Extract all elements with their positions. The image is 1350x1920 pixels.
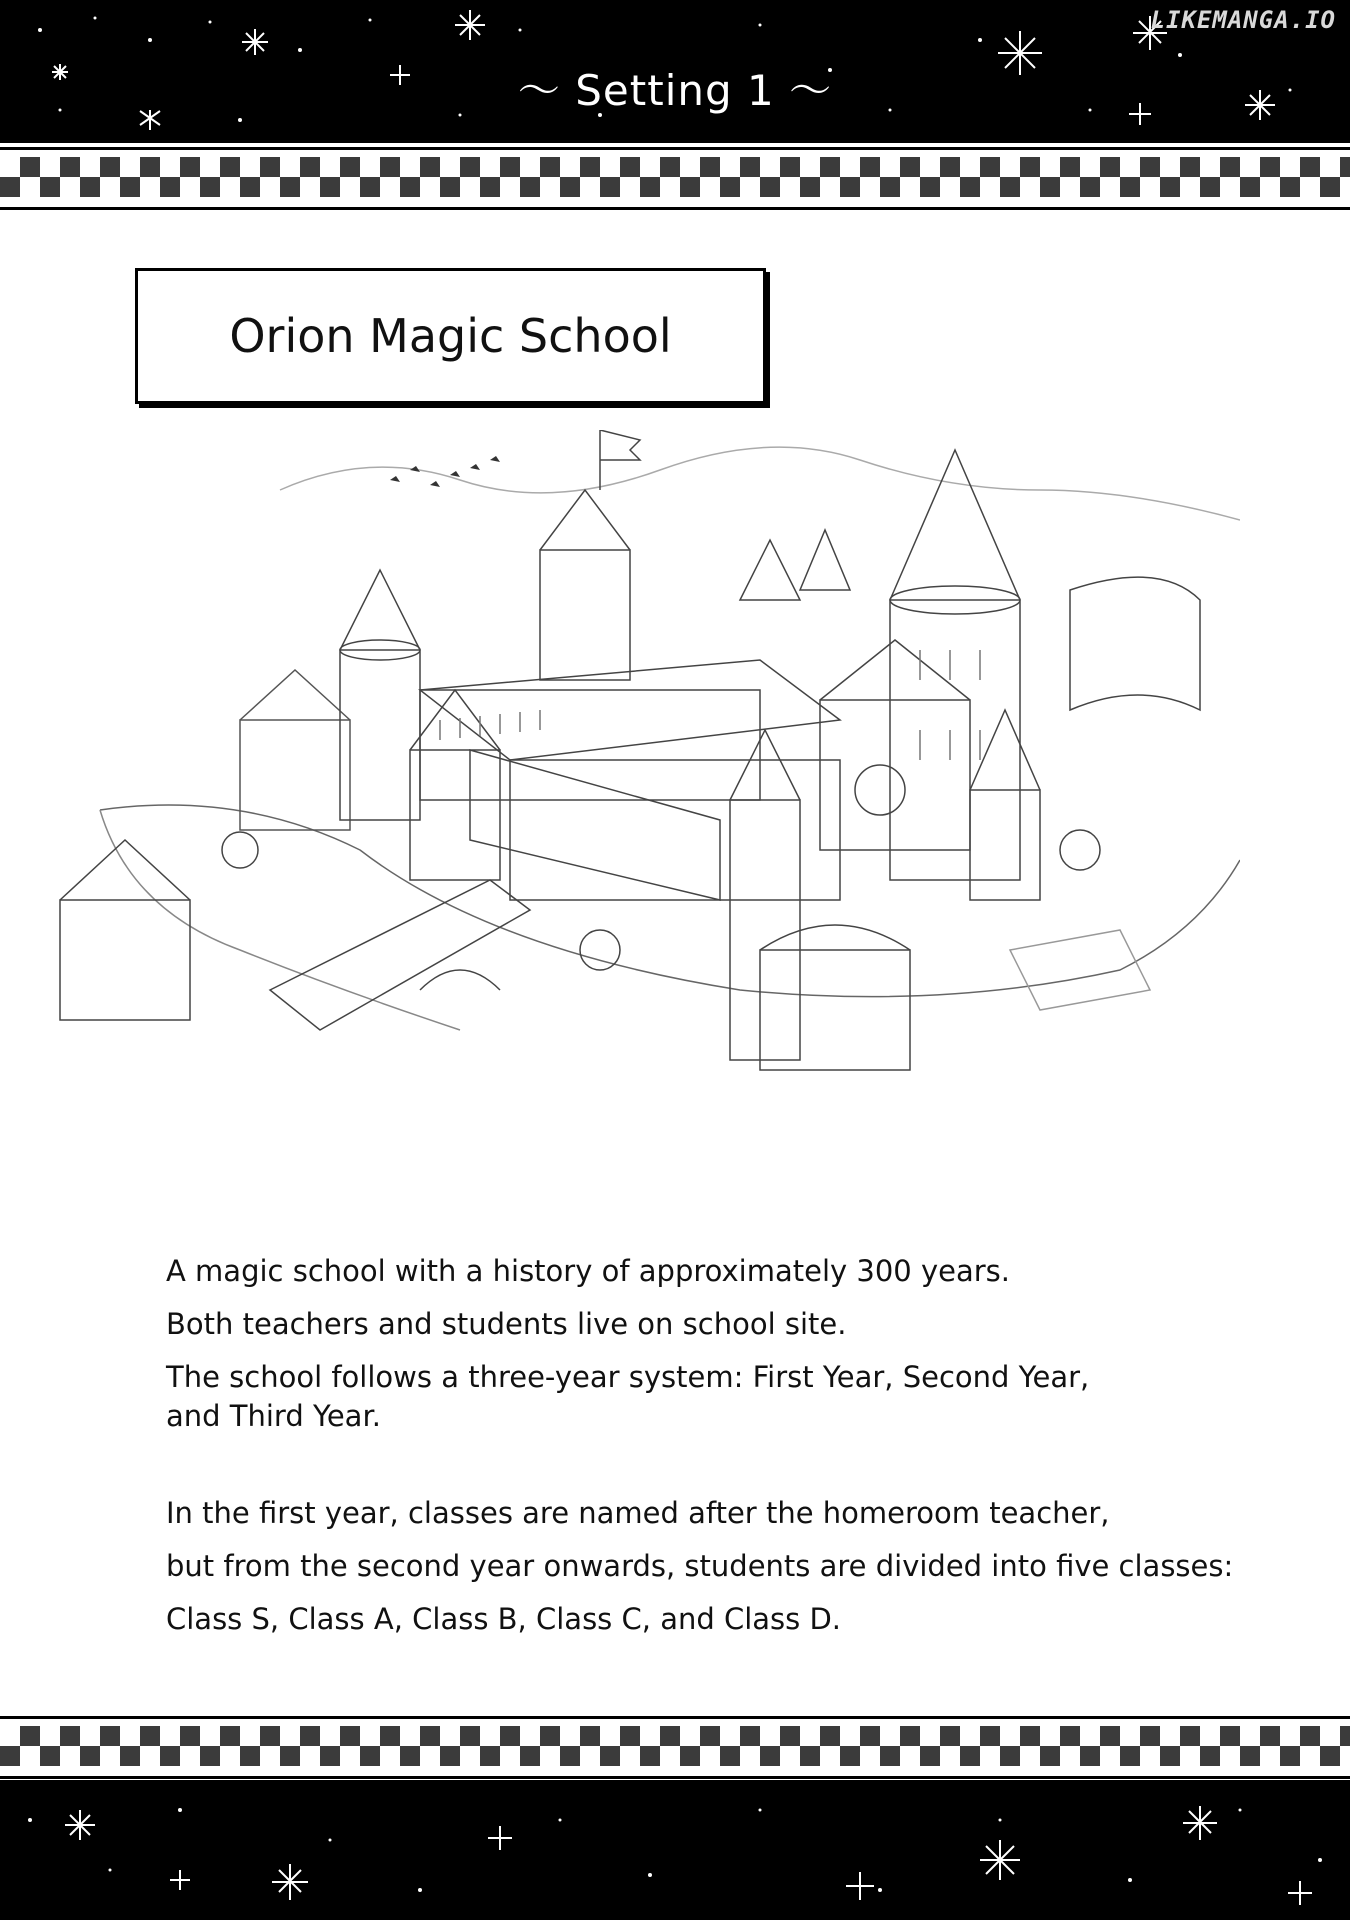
paragraph: In the first year, classes are named after the homeroom teacher,: [166, 1496, 1110, 1530]
top-checker-border: [0, 143, 1350, 213]
paragraph: A magic school with a history of approximately 300 years.: [166, 1254, 1010, 1288]
section-title: Orion Magic School: [229, 309, 672, 363]
description-text: [166, 1252, 1286, 1653]
stars-decoration: [0, 1780, 1350, 1920]
bottom-checker-border: [0, 1712, 1350, 1782]
section-title-box: [135, 268, 766, 404]
divider: [0, 147, 1350, 150]
paragraph: but from the second year onwards, students are divided into five classes:: [166, 1549, 1234, 1583]
castle-illustration: [40, 430, 1240, 1210]
checker-pattern: [0, 157, 1350, 197]
paragraph: Class S, Class A, Class B, Class C, and Class D.: [166, 1602, 842, 1636]
divider: [0, 1776, 1350, 1779]
checker-pattern: [0, 1726, 1350, 1766]
page-header-title: 〜 Setting 1 〜: [517, 66, 833, 115]
divider: [0, 1716, 1350, 1719]
paragraph: Both teachers and students live on school site.: [166, 1307, 847, 1341]
header-band: [0, 0, 1350, 143]
paragraph: and Third Year.: [166, 1399, 381, 1433]
watermark: LIKEMANGA.IO: [1150, 6, 1336, 34]
paragraph: The school follows a three-year system: First Year, Second Year,: [166, 1360, 1090, 1394]
divider: [0, 207, 1350, 210]
footer-band: [0, 1780, 1350, 1920]
